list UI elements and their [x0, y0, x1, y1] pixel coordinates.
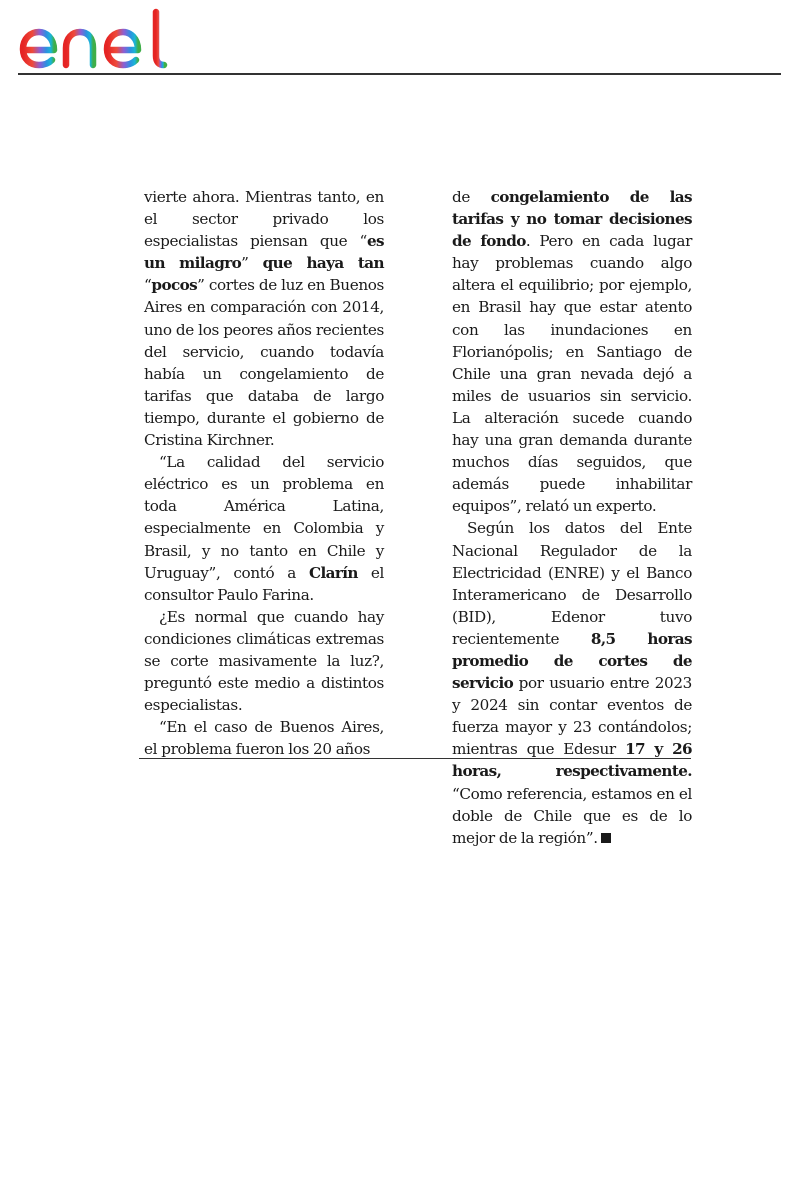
article-column-right: [452, 186, 692, 849]
article-body: [144, 186, 692, 849]
end-of-article-mark: [601, 833, 611, 843]
article-column-left: [144, 186, 384, 849]
article-bottom-rule: [139, 758, 691, 759]
paragraph: de congelamiento de las tarifas y no tomar decisiones de fondo. Pero en cada lugar hay problemas cuando algo altera el equilibrio; por ejemplo, en Brasil hay que estar atento con las inundaciones en Florianópolis; en Santiago de Chile una gran nevada dejó a miles de usuarios sin servicio. La alteración sucede cuando hay una gran demanda durante muchos días seguidos, que además puede inhabilitar equipos”, relató un experto.: [452, 188, 692, 516]
paragraph: “En el caso de Buenos Aires, el problema fueron los 20 años: [144, 718, 384, 759]
enel-logo: [18, 8, 170, 70]
paragraph: “La calidad del servicio eléctrico es un problema en toda América Latina, especialmente en Colombia y Brasil, y no tanto en Chile y Uruguay”, contó a Clarín el consultor Paulo Farina.: [144, 453, 384, 604]
paragraph: ¿Es normal que cuando hay condiciones climáticas extremas se corte masivamente la luz?, preguntó este medio a distintos especialistas.: [144, 607, 384, 715]
header-divider: [18, 73, 781, 75]
paragraph: vierte ahora. Mientras tanto, en el sector privado los especialistas piensan que “es un milagro” que haya tan “pocos” cortes de luz en Buenos Aires en comparación con 2014, uno de los peores años recientes del servicio, cuando todavía había un congelamiento de tarifas que databa de largo tiempo, durante el gobierno de Cristina Kirchner.: [144, 188, 384, 450]
page-header: [0, 0, 800, 80]
paragraph: Según los datos del Ente Nacional Regulador de la Electricidad (ENRE) y el Banco Interamericano de Desarrollo (BID), Edenor tuvo recientemente 8,5 horas promedio de cortes de servicio por usuario entre 2023 y 2024 sin contar eventos de fuerza mayor y 23 contándolos; mientras que Edesur 17 y 26 horas, respectivamente. “Como referencia, estamos en el doble de Chile que es de lo mejor de la región”.: [452, 519, 693, 847]
